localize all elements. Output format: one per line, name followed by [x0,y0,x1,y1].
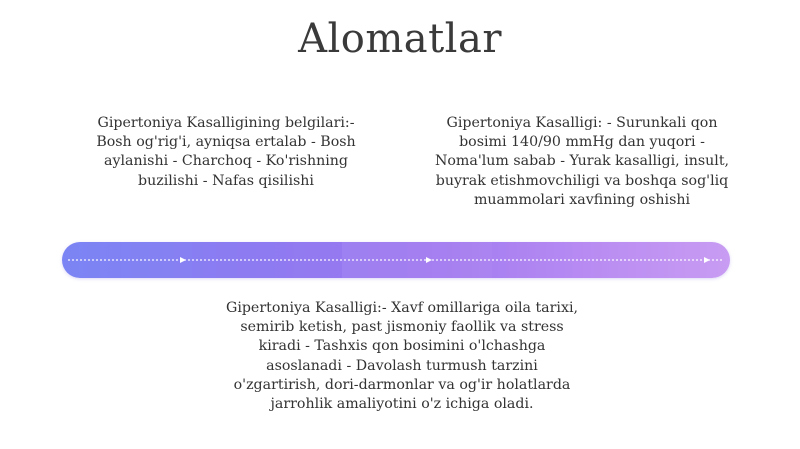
arrow-right-icon [704,257,710,263]
arrow-right-icon [426,257,432,263]
symptoms-text-block: Gipertoniya Kasalligining belgilari:- Bosh og'rig'i, ayniqsa ertalab - Bosh aylanishi - Charchoq - Ko'rishning buzilishi - Nafas qisilishi [96,115,356,189]
timeline-line [62,242,730,278]
slide-title: Alomatlar [298,16,502,62]
timeline-bar [62,242,730,278]
risk-factors-text-block: Gipertoniya Kasalligi:- Xavf omillariga oila tarixi, semirib ketish, past jismoniy faollik va stress kiradi - Tashxis qon bosimini o'lchashga asoslanadi - Davolash turmush tarzini o'zgartirish, dori-darmonlar va og'ir holatlarda jarrohlik amaliyotini o'z ichiga oladi. [225,300,579,413]
arrow-right-icon [180,257,186,263]
definition-text-block: Gipertoniya Kasalligi: - Surunkali qon bosimi 140/90 mmHg dan yuqori - Noma'lum sabab - Yurak kasalligi, insult, buyrak etishmovchiligi va boshqa sog'liq muammolari xavfining oshishi [434,115,730,208]
